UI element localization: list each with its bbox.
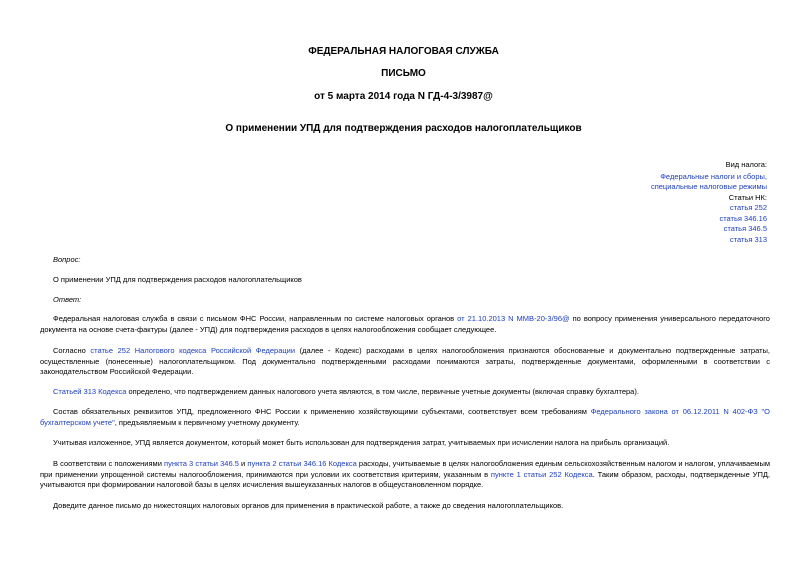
org-title: ФЕДЕРАЛЬНАЯ НАЛОГОВАЯ СЛУЖБА	[308, 46, 499, 57]
article-252-p1-link[interactable]: пункте 1 статьи 252 Кодекса	[490, 469, 593, 479]
article-313-link[interactable]: Статьей 313 Кодекса	[53, 387, 127, 396]
paragraph-3: Статьей 313 Кодекса определено, что подтверждением данных налогового учета являются, в том числе, первичные учетные документы (включая справку бухгалтера).	[53, 387, 639, 396]
doc-subject: О применении УПД для подтверждения расходов налогоплательщиков	[225, 123, 582, 134]
article-346-16-link[interactable]: пункта 2 статьи 346.16 Кодекса	[247, 459, 357, 468]
paragraph-4: Состав обязательных реквизитов УПД, предложенного ФНС России к применению хозяйствующими субъектами, соответствует всем требованиям Федерального закона от 06.12.2011 N 402-ФЗ "О бухгалтерском учете", предъявляемым к первичному учетному документу.	[40, 407, 770, 427]
articles-label: Статьи НК:	[728, 192, 767, 202]
meta-block	[651, 160, 767, 245]
paragraph-7: Доведите данное письмо до нижестоящих налоговых органов для применения в практической работе, а также до сведения налогоплательщиков.	[53, 501, 564, 510]
paragraph-6: В соответствии с положениями пункта 3 статьи 346.5 и пункта 2 статьи 346.16 Кодекса расходы, учитываемые в целях налогообложения единым сельскохозяйственным налогом и налогом, уплачиваемым при применении упрощенной системы налогообложения, принимаются при условии их соответствия критериям, указанным в пункте 1 статьи 252 Кодекса. Таким образом, расходы, подтвержденные УПД, учитываются при формировании налоговой базы в целях исчисления вышеуказанных налогов в общеустановленном порядке.	[40, 459, 771, 489]
article-link-346-16[interactable]: статья 346.16	[719, 213, 767, 223]
question-label: Вопрос:	[53, 255, 81, 264]
doc-date-number: от 5 марта 2014 года N ГД-4-3/3987@	[314, 91, 493, 102]
tax-type-label: Вид налога:	[725, 160, 767, 169]
article-link-313[interactable]: статья 313	[729, 234, 767, 244]
paragraph-5: Учитывая изложенное, УПД является документом, который может быть использован для подтверждения затрат, учитываемых при исчислении налога на прибыль организаций.	[53, 438, 670, 447]
article-link-346-5[interactable]: статья 346.5	[723, 224, 767, 233]
paragraph-2: Согласно статье 252 Налогового кодекса Российской Федерации (далее - Кодекс) расходами в целях налогообложения признаются обоснованные и документально подтвержденные затраты, осуществленные (понесенные) налогоплательщиком. Под документально подтвержденными расходами понимаются затраты, подтвержденные документами, оформленными в соответствии с законодательством Российской Федерации.	[40, 346, 770, 376]
paragraph-1: Федеральная налоговая служба в связи с письмом ФНС России, направленным по системе налоговых органов от 21.10.2013 N ММВ-20-3/96@ по вопросу применения универсального передаточного документа на основе счета-фактуры (далее - УПД) для подтверждения расходов в целях налогообложения сообщает следующее.	[40, 314, 770, 334]
tax-type-link-1[interactable]: Федеральные налоги и сборы,	[660, 171, 767, 181]
article-252-link[interactable]: статье 252 Налогового кодекса Российской Федерации	[90, 346, 296, 355]
letter-link[interactable]: от 21.10.2013 N ММВ-20-3/96@	[457, 314, 570, 323]
question-text: О применении УПД для подтверждения расходов налогоплательщиков	[53, 275, 302, 284]
tax-type-link-2[interactable]: специальные налоговые режимы	[650, 182, 767, 191]
answer-label: Ответ:	[53, 295, 82, 304]
federal-law-link[interactable]: Федерального закона от 06.12.2011 N 402-ФЗ "О бухгалтерском учете"	[40, 407, 770, 427]
article-346-5-link[interactable]: пункта 3 статьи 346.5	[164, 459, 239, 468]
article-link-252[interactable]: статья 252	[729, 203, 767, 212]
doc-type: ПИСЬМО	[381, 68, 426, 79]
